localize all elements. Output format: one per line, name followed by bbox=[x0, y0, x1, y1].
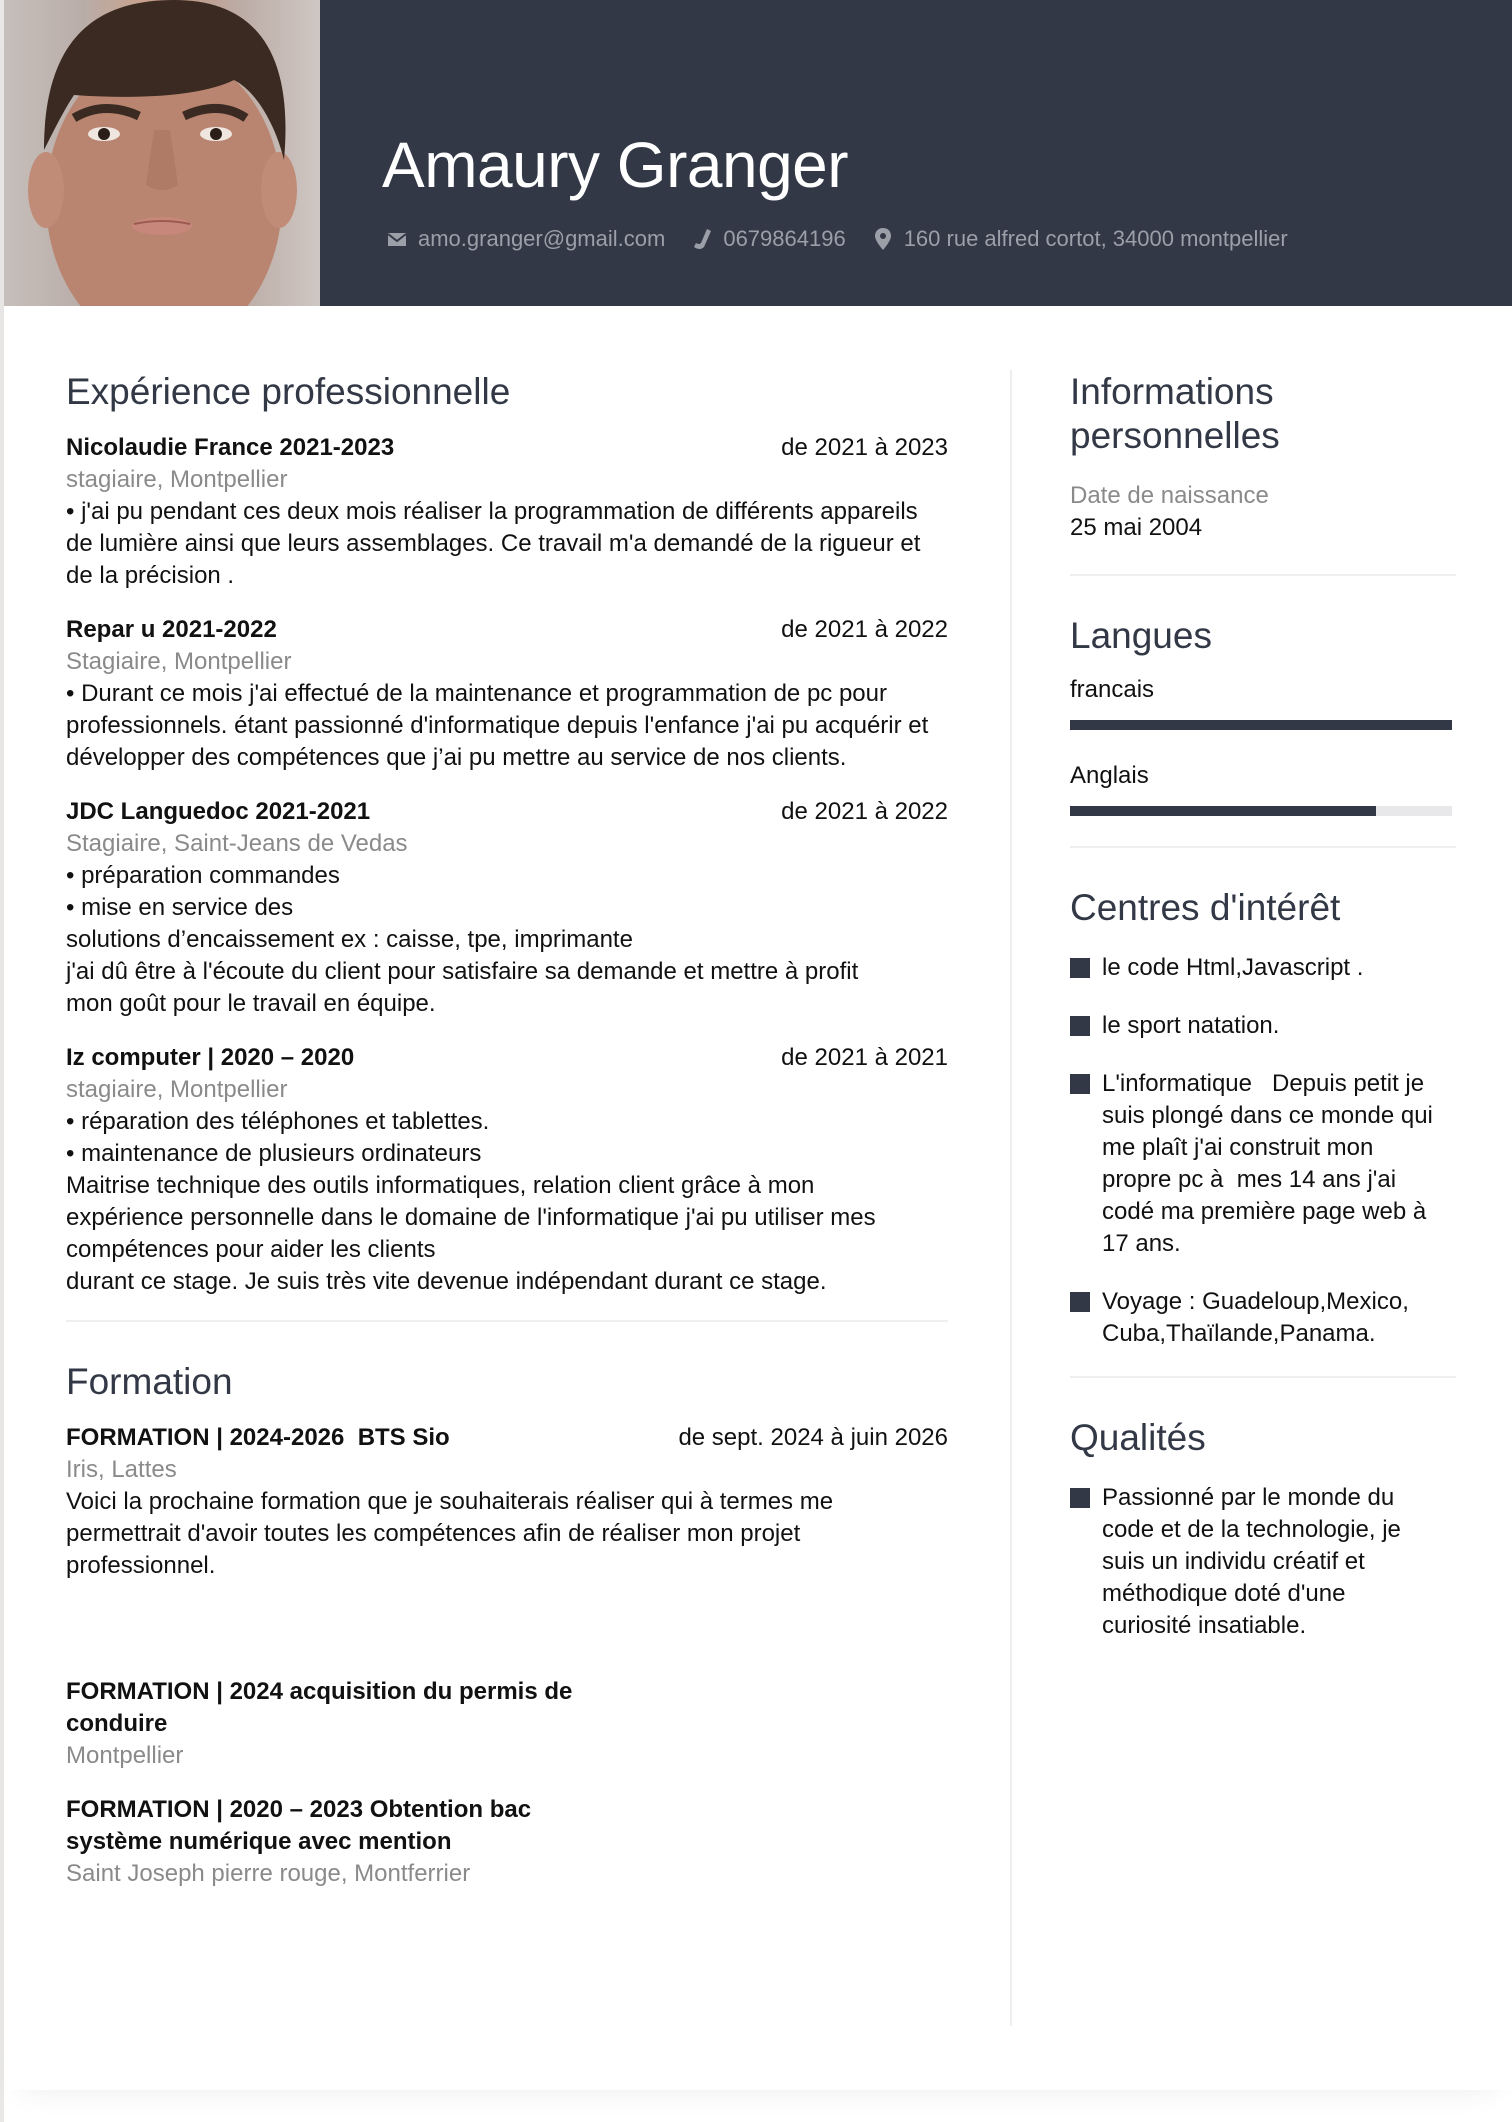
profile-photo bbox=[4, 0, 320, 306]
language-item bbox=[1070, 674, 1456, 730]
education-entry bbox=[66, 1794, 948, 1890]
map-marker-icon bbox=[872, 228, 894, 250]
section-divider bbox=[1070, 1376, 1456, 1378]
resume-page bbox=[4, 0, 1512, 2090]
education-heading: Formation bbox=[66, 1361, 233, 1402]
entry-description bbox=[66, 496, 948, 592]
entry-subtitle: stagiaire, Montpellier bbox=[66, 1076, 288, 1103]
experience-entry bbox=[66, 614, 948, 774]
entry-date: de 2021 à 2023 bbox=[781, 434, 948, 461]
experience-heading: Expérience professionnelle bbox=[66, 371, 511, 412]
entry-description bbox=[66, 860, 948, 1020]
entry-title: FORMATION | 2024 acquisition du permis de conduire bbox=[66, 1678, 573, 1737]
square-bullet-icon bbox=[1070, 1292, 1090, 1312]
contact-email[interactable] bbox=[386, 226, 665, 252]
main-column bbox=[66, 370, 948, 1912]
contact-list bbox=[386, 226, 1314, 252]
entry-subtitle: Stagiaire, Montpellier bbox=[66, 648, 292, 675]
resume-header bbox=[4, 0, 1512, 306]
entry-description bbox=[66, 1106, 948, 1298]
profile-photo-illustration bbox=[4, 0, 320, 306]
entry-subtitle: Montpellier bbox=[66, 1742, 184, 1769]
interest-item bbox=[1070, 1010, 1456, 1042]
language-level-fill bbox=[1070, 806, 1376, 816]
description-line: • réparation des téléphones et tablettes. bbox=[66, 1108, 490, 1135]
entry-title: JDC Languedoc 2021-2021 bbox=[66, 798, 371, 825]
contact-address[interactable] bbox=[872, 226, 1288, 252]
interests-heading: Centres d'intérêt bbox=[1070, 887, 1341, 928]
quality-item bbox=[1070, 1482, 1456, 1642]
phone-icon bbox=[691, 228, 713, 250]
description-line: • mise en service des bbox=[66, 894, 294, 921]
languages-heading: Langues bbox=[1070, 615, 1212, 656]
interest-text: Voyage : Guadeloup,Mexico, Cuba,Thaïlande,Panama. bbox=[1102, 1288, 1409, 1347]
entry-date: de 2021 à 2021 bbox=[781, 1044, 948, 1071]
column-divider bbox=[1010, 370, 1012, 2026]
description-line: j'ai dû être à l'écoute du client pour satisfaire sa demande et mettre à profit mon goût pour le travail en équipe. bbox=[66, 958, 859, 1017]
language-level-bar bbox=[1070, 806, 1452, 816]
contact-phone[interactable] bbox=[691, 226, 845, 252]
description-line: Voici la prochaine formation que je souhaiterais réaliser qui à termes me permettrait d'avoir toutes les compétences afin de réaliser mon projet professionnel. bbox=[66, 1488, 834, 1579]
birth-date-label: Date de naissance bbox=[1070, 482, 1269, 509]
contact-address-text: 160 rue alfred cortot, 34000 montpellier bbox=[903, 226, 1288, 251]
description-line: solutions d’encaissement ex : caisse, tpe, imprimante bbox=[66, 926, 633, 953]
interest-item bbox=[1070, 1068, 1456, 1260]
education-entry bbox=[66, 1422, 948, 1582]
experience-entry bbox=[66, 432, 948, 592]
square-bullet-icon bbox=[1070, 1016, 1090, 1036]
sidebar-column bbox=[1070, 370, 1456, 1668]
entry-title: Iz computer | 2020 – 2020 bbox=[66, 1044, 355, 1071]
section-divider bbox=[1070, 574, 1456, 576]
language-item bbox=[1070, 760, 1456, 816]
interest-text: le code Html,Javascript . bbox=[1102, 954, 1364, 981]
contact-email-text: amo.granger@gmail.com bbox=[418, 226, 666, 251]
entry-title: Repar u 2021-2022 bbox=[66, 616, 277, 643]
candidate-name: Amaury Granger bbox=[382, 129, 849, 201]
entry-subtitle: Stagiaire, Saint-Jeans de Vedas bbox=[66, 830, 408, 857]
interests-list bbox=[1070, 952, 1456, 1350]
entry-description bbox=[66, 1486, 948, 1582]
qualities-list bbox=[1070, 1482, 1456, 1642]
description-line: • préparation commandes bbox=[66, 862, 340, 889]
qualities-heading: Qualités bbox=[1070, 1417, 1206, 1458]
personal-info-heading: Informations personnelles bbox=[1070, 371, 1280, 456]
entry-title: Nicolaudie France 2021-2023 bbox=[66, 434, 395, 461]
entry-subtitle: stagiaire, Montpellier bbox=[66, 466, 288, 493]
square-bullet-icon bbox=[1070, 1074, 1090, 1094]
interest-text: L'informatique Depuis petit je suis plongé dans ce monde qui me plaît j'ai construit mon propre pc à mes 14 ans j'ai codé ma première page web à 17 ans. bbox=[1102, 1070, 1440, 1257]
entry-title: FORMATION | 2020 – 2023 Obtention bac système numérique avec mention bbox=[66, 1796, 532, 1855]
description-line: • j'ai pu pendant ces deux mois réaliser la programmation de différents appareils de lumière ainsi que leurs assemblages. Ce travail m'a demandé de la rigueur et de la précision . bbox=[66, 498, 921, 589]
language-level-fill bbox=[1070, 720, 1452, 730]
section-divider bbox=[66, 1320, 948, 1322]
quality-text: Passionné par le monde du code et de la technologie, je suis un individu créatif et méthodique doté d'une curiosité insatiable. bbox=[1102, 1484, 1401, 1639]
description-line: Maitrise technique des outils informatiques, relation client grâce à mon expérience personnelle dans le domaine de l'informatique j'ai pu utiliser mes compétences pour aider les clients bbox=[66, 1172, 876, 1263]
entry-date: de 2021 à 2022 bbox=[781, 798, 948, 825]
entry-subtitle: Iris, Lattes bbox=[66, 1456, 177, 1483]
experience-entry bbox=[66, 1042, 948, 1298]
description-line: • maintenance de plusieurs ordinateurs bbox=[66, 1140, 482, 1167]
entry-date: de 2021 à 2022 bbox=[781, 616, 948, 643]
entry-title: FORMATION | 2024-2026 BTS Sio bbox=[66, 1424, 450, 1451]
entry-subtitle: Saint Joseph pierre rouge, Montferrier bbox=[66, 1860, 471, 1887]
language-name: francais bbox=[1070, 676, 1155, 703]
birth-date-value: 25 mai 2004 bbox=[1070, 514, 1203, 541]
entry-description bbox=[66, 678, 948, 774]
entry-date: de sept. 2024 à juin 2026 bbox=[678, 1424, 948, 1451]
interest-item bbox=[1070, 952, 1456, 984]
envelope-icon bbox=[386, 228, 408, 250]
language-name: Anglais bbox=[1070, 762, 1149, 789]
experience-entry bbox=[66, 796, 948, 1020]
education-entry bbox=[66, 1676, 948, 1772]
square-bullet-icon bbox=[1070, 958, 1090, 978]
square-bullet-icon bbox=[1070, 1488, 1090, 1508]
description-line: durant ce stage. Je suis très vite devenue indépendant durant ce stage. bbox=[66, 1268, 827, 1295]
contact-phone-text: 0679864196 bbox=[723, 226, 846, 251]
interest-text: le sport natation. bbox=[1102, 1012, 1280, 1039]
description-line: • Durant ce mois j'ai effectué de la maintenance et programmation de pc pour professionnels. étant passionné d'informatique depuis l'enfance j'ai pu acquérir et développer des compétences que j’ai pu mettre au service de nos clients. bbox=[66, 680, 929, 771]
language-level-bar bbox=[1070, 720, 1452, 730]
section-divider bbox=[1070, 846, 1456, 848]
interest-item bbox=[1070, 1286, 1456, 1350]
